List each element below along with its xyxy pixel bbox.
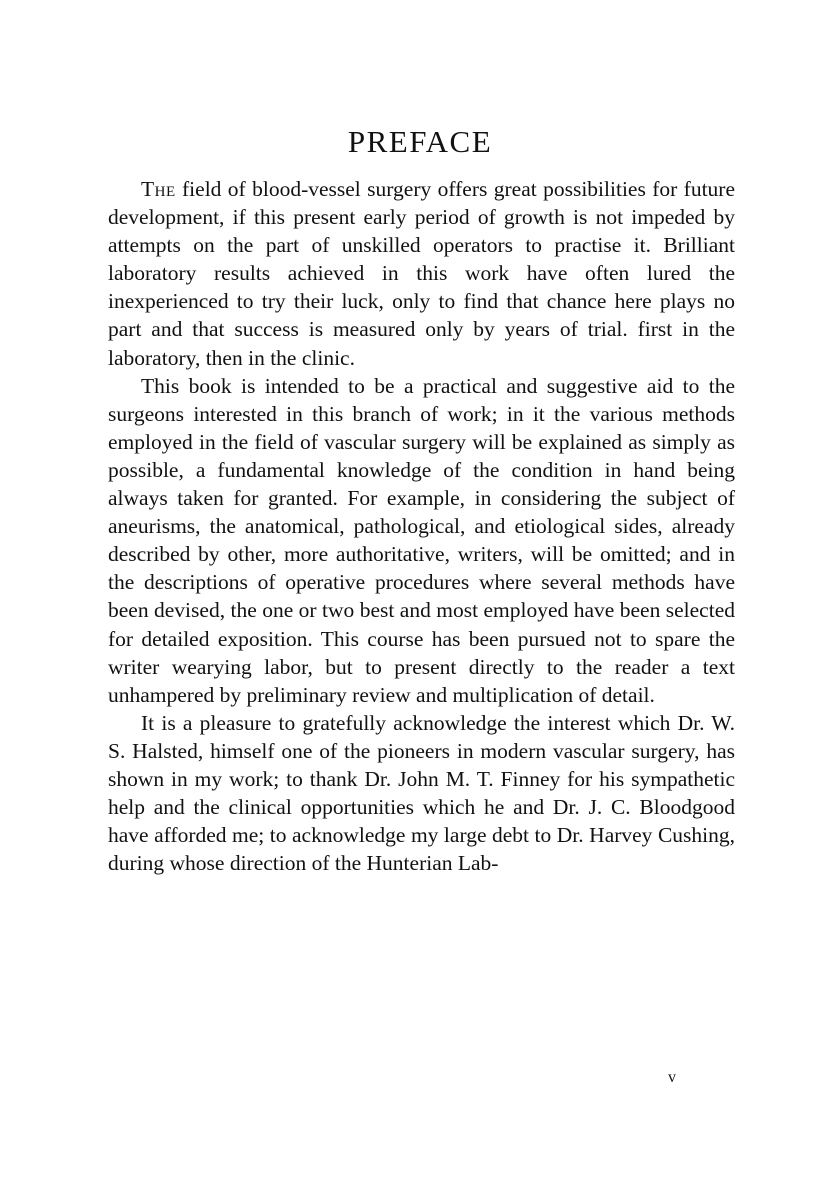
paragraph-text: field of blood-vessel surgery offers great possibilities for future development, if this present early period of growth is not impeded by attempts on the part of unskilled operators to practise it. Brilliant laboratory results achieved in this work have often lured the inexperienced to try their luck, only to find that chance here plays no part and that success is measured only by years of trial. first in the laboratory, then in the clinic. <box>108 177 735 370</box>
paragraph-3 <box>108 709 735 878</box>
page-title: PREFACE <box>347 124 493 159</box>
page-number: v <box>668 1069 676 1086</box>
paragraph-text: This book is intended to be a practical and suggestive aid to the surgeons interested in this branch of work; in it the various methods employed in the field of vascular surgery will be explained as simply as possible, a fundamental knowledge of the condition in hand being always taken for granted. For example, in considering the subject of aneurisms, the anatomical, pathological, and etiological sides, already described by other, more authoritative, writers, will be omitted; and in the descriptions of operative procedures where several methods have been devised, the one or two best and most employed have been selected for detailed exposition. This course has been pursued not to spare the writer wearying labor, but to present directly to the reader a text unhampered by preliminary review and multiplication of detail. <box>108 373 735 707</box>
paragraph-text: It is a pleasure to gratefully acknowledge the interest which Dr. W. S. Halsted, himself one of the pioneers in modern vascular surgery, has shown in my work; to thank Dr. John M. T. Finney for his sympathetic help and the clinical opportunities which he and Dr. J. C. Bloodgood have afforded me; to acknowledge my large debt to Dr. Harvey Cushing, during whose direction of the Hunterian Lab- <box>108 710 735 876</box>
paragraph-1 <box>108 175 735 372</box>
paragraph-2 <box>108 372 735 709</box>
paragraph-lead-word: The <box>141 177 176 201</box>
preface-body <box>108 175 735 877</box>
